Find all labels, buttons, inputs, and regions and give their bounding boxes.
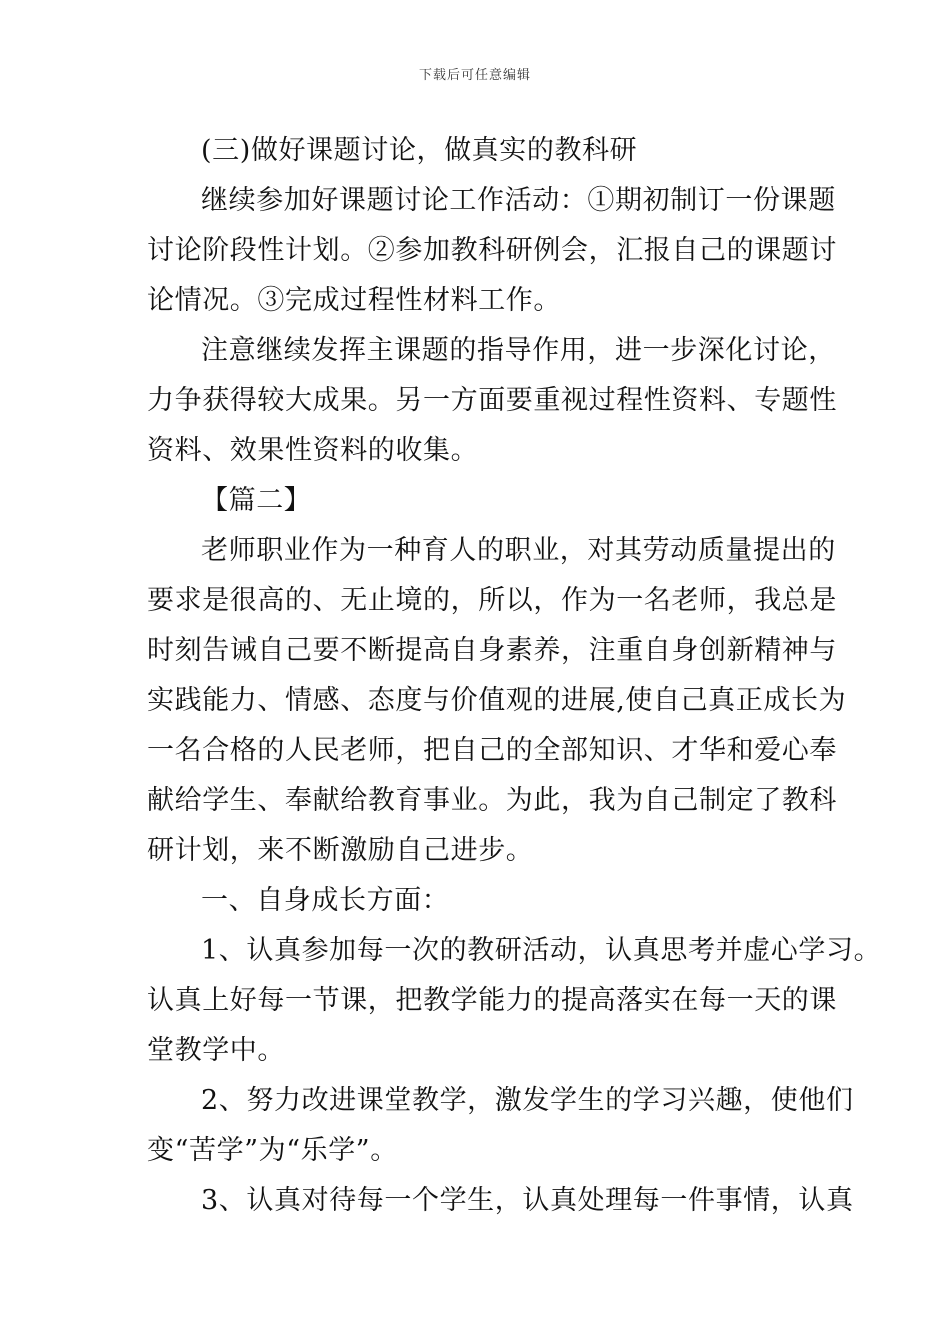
page-header: 下载后可任意编辑: [418, 68, 531, 83]
text-line: 老师职业作为一种育人的职业，对其劳动质量提出的: [201, 535, 836, 566]
text-line: 要求是很高的、无止境的，所以，作为一名老师，我总是: [147, 585, 837, 616]
text-line: 2、努力改进课堂教学，激发学生的学习兴趣，使他们: [201, 1085, 854, 1116]
document-body: [147, 126, 882, 1226]
text-line: 研计划，来不断激励自己进步。: [147, 835, 534, 866]
list-item-3: [147, 1176, 854, 1226]
paragraph-teacher-profession: [147, 526, 847, 876]
list-item-1: [147, 926, 882, 1076]
text-line: 献给学生、奉献给教育事业。为此，我为自己制定了教科: [147, 785, 837, 816]
section-heading-3: [147, 126, 815, 176]
text-line: 【篇二】: [201, 485, 312, 516]
text-line: 认真上好每一节课，把教学能力的提高落实在每一天的课: [147, 985, 837, 1016]
text-line: 变“苦学”为“乐学”。: [147, 1135, 398, 1166]
text-line: 力争获得较大成果。另一方面要重视过程性资料、专题性: [147, 385, 837, 416]
text-line: 论情况。③完成过程性材料工作。: [147, 285, 561, 316]
paragraph-research-activity: [147, 176, 837, 326]
text-line: 3、认真对待每一个学生，认真处理每一件事情，认真: [201, 1185, 854, 1216]
text-line: (三)做好课题讨论，做真实的教科研: [201, 135, 638, 166]
text-line: 继续参加好课题讨论工作活动：①期初制订一份课题: [201, 185, 836, 216]
text-line: 1、认真参加每一次的教研活动，认真思考并虚心学习。: [201, 935, 882, 966]
paragraph-guidance: [147, 326, 837, 476]
text-line: 注意继续发挥主课题的指导作用，进一步深化讨论，: [201, 335, 836, 366]
text-line: 一名合格的人民老师，把自己的全部知识、才华和爱心奉: [147, 735, 837, 766]
text-line: 实践能力、情感、态度与价值观的进展,使自己真正成长为: [147, 685, 847, 716]
text-line: 一、自身成长方面：: [201, 885, 450, 916]
text-line: 时刻告诫自己要不断提高自身素养，注重自身创新精神与: [147, 635, 837, 666]
list-item-2: [147, 1076, 854, 1176]
text-line: 讨论阶段性计划。②参加教科研例会，汇报自己的课题讨: [147, 235, 837, 266]
section-heading-self-growth: [147, 876, 815, 926]
text-line: 堂教学中。: [147, 1035, 285, 1066]
text-line: 资料、效果性资料的收集。: [147, 435, 479, 466]
section-heading-part-2: [147, 476, 815, 526]
